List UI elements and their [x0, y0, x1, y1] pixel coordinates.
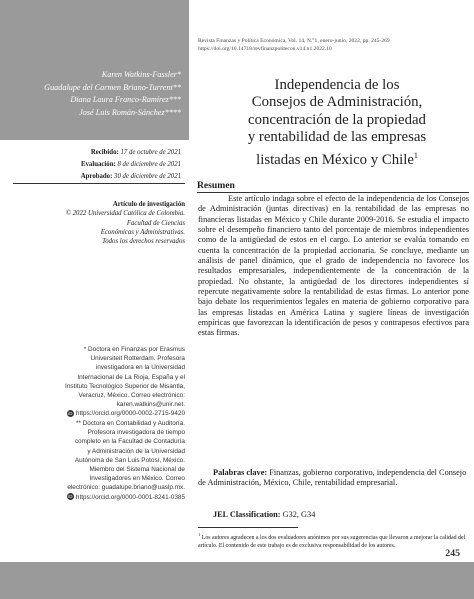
affiliation-line: Investigadores en México. Correo — [89, 475, 185, 483]
author-list — [44, 69, 181, 119]
author-affiliation-1 — [7, 345, 185, 419]
author-affiliation-2 — [7, 419, 185, 502]
date-value: 17 de octubre de 2021 — [120, 149, 181, 156]
title-line: y rentabilidad de las empresas — [247, 129, 427, 146]
date-label: Aprobado: — [80, 173, 113, 180]
article-title — [207, 77, 467, 169]
copyright-line: Económicas y Administrativas. — [100, 228, 185, 236]
affiliation-line: investigadora en la Universidad — [95, 364, 185, 372]
orcid-url[interactable]: https://orcid.org/0000-0001-8241-0385 — [75, 493, 185, 501]
affiliation-line: Internacional de La Rioja, España y el — [77, 373, 185, 381]
date-evaluation — [81, 159, 181, 171]
date-label: Recibido: — [90, 149, 119, 156]
journal-citation: Revista Finanzas y Política Económica, Vol. 14, N.°1, enero-junio, 2022, pp. 245-269 — [198, 38, 390, 44]
date-received — [81, 147, 181, 159]
divider — [13, 183, 185, 184]
journal-reference — [198, 38, 468, 53]
copyright-line: © 2022 Universidad Católica de Colombia. — [65, 210, 185, 218]
submission-dates — [81, 147, 181, 183]
keywords-text: Finanzas, gobierno corporativo, independencia del Consejo de Administración, México, Chile, rentabilidad empresarial. — [198, 468, 467, 488]
affiliation-line: y Administración de la Universidad — [87, 447, 185, 455]
orcid-link[interactable] — [7, 409, 185, 418]
doi-link[interactable]: https://doi.org/10.14718/revfinanzpolitecon.v14.n1.2022.10 — [198, 45, 332, 52]
title-line: concentración de la propiedad — [248, 111, 426, 128]
affiliation-line: * Doctora en Finanzas por Erasmus — [83, 346, 185, 353]
keywords-label: Palabras clave: — [213, 468, 268, 477]
date-value: 8 de diciembre de 2021 — [117, 161, 181, 168]
author-name: José Luis Román-Sánchez**** — [79, 107, 181, 117]
title-line — [207, 147, 467, 169]
affiliation-line: Miembro del Sistema Nacional de — [89, 466, 185, 474]
author-name: Guadalupe del Carmen Briano-Turrent** — [44, 82, 181, 92]
footnote — [198, 531, 469, 550]
article-type: Artículo de investigación — [112, 201, 185, 208]
affiliation-line: completo en la Facultad de Contaduría — [74, 438, 185, 446]
title-line-text: listadas en México y Chile — [256, 151, 414, 168]
keywords — [198, 468, 469, 489]
copyright-line: Todos los derechos reservados — [102, 238, 185, 246]
jel-codes: G32, G34 — [280, 510, 316, 519]
date-value: 30 de diciembre de 2021 — [114, 173, 181, 180]
jel-label: JEL Classification: — [213, 510, 281, 519]
date-label: Evaluación: — [81, 161, 116, 168]
orcid-icon: iD — [68, 411, 73, 417]
abstract-text: Este artículo indaga sobre el efecto de la independencia de los Consejos de Administración (juntas directivas) en la rentabilidad de las empresas no financieras listadas en México y Chile durante 2009-2016. Se estudia el impacto sobre el desempeño financiero tanto del porcentaje de miembros independientes como de la antigüedad de estos en el cargo. Lo anterior se evalúa tomando en cuenta la concentración de la propiedad accionaria. Se concluye, mediante un análisis de panel dinámico, que el grado de independencia no favorece los resultados empresariales, independientemente de la concentración de la propiedad. No obstante, la antigüedad de los directores independientes sí repercute negativamente sobre la rentabilidad de estas firmas. Lo anterior pone bajo debate los requerimientos legales en materia de gobierno corporativo para las empresas listadas en América Latina y sugiere líneas de investigación empíricas que favorezcan la identificación de pesos y contrapesos efectivos para estas firmas. — [198, 194, 469, 338]
footnote-text: Los autores agradecen a los dos evaluadores anónimos por sus sugerencias que llevaron a mejorar la calidad del artículo. El contenido de este trabajo es de exclusiva responsabilidad de los autores. — [198, 534, 466, 549]
title-line: Independencia de los — [274, 77, 400, 93]
article-info — [13, 200, 185, 246]
affiliation-line: ** Doctora en Contabilidad y Auditoría. — [75, 420, 185, 427]
footer-gray-bar — [0, 562, 474, 599]
orcid-link[interactable] — [7, 493, 185, 502]
divider — [197, 192, 469, 193]
affiliation-line: Universiteit Rotterdam. Profesora — [90, 355, 185, 363]
header-gray-block — [0, 0, 189, 140]
copyright-line: Facultad de Ciencias — [126, 219, 185, 227]
author-name: Karen Watkins-Fassler* — [101, 70, 181, 79]
affiliation-line: Profesora investigadora de tiempo — [87, 429, 185, 437]
jel-classification — [213, 510, 315, 519]
affiliation-line: Instituto Tecnológico Superior de Misantla, — [65, 382, 185, 390]
date-approved — [81, 171, 181, 183]
orcid-icon: iD — [68, 494, 73, 500]
affiliation-line: Veracruz, México. Correo electrónico: — [78, 392, 185, 400]
title-footnote-mark[interactable]: 1 — [413, 150, 418, 160]
footnote-mark: 1 — [198, 532, 201, 537]
footnote-divider — [198, 527, 298, 528]
author-name: Diana Laura Franco-Ramírez*** — [70, 95, 181, 105]
orcid-url[interactable]: https://orcid.org/0000-0002-2715-9420 — [75, 410, 185, 418]
affiliation-line: Autónoma de San Luis Potosí, México. — [74, 456, 185, 464]
email-link[interactable]: electrónico: guadalupe.briano@uaslp.mx. — [67, 484, 185, 492]
abstract-heading: Resumen — [197, 180, 235, 191]
email-link[interactable]: karen.watkins@unir.net. — [116, 401, 185, 409]
title-line: Consejos de Administración, — [251, 94, 423, 111]
page-number: 245 — [445, 548, 460, 559]
